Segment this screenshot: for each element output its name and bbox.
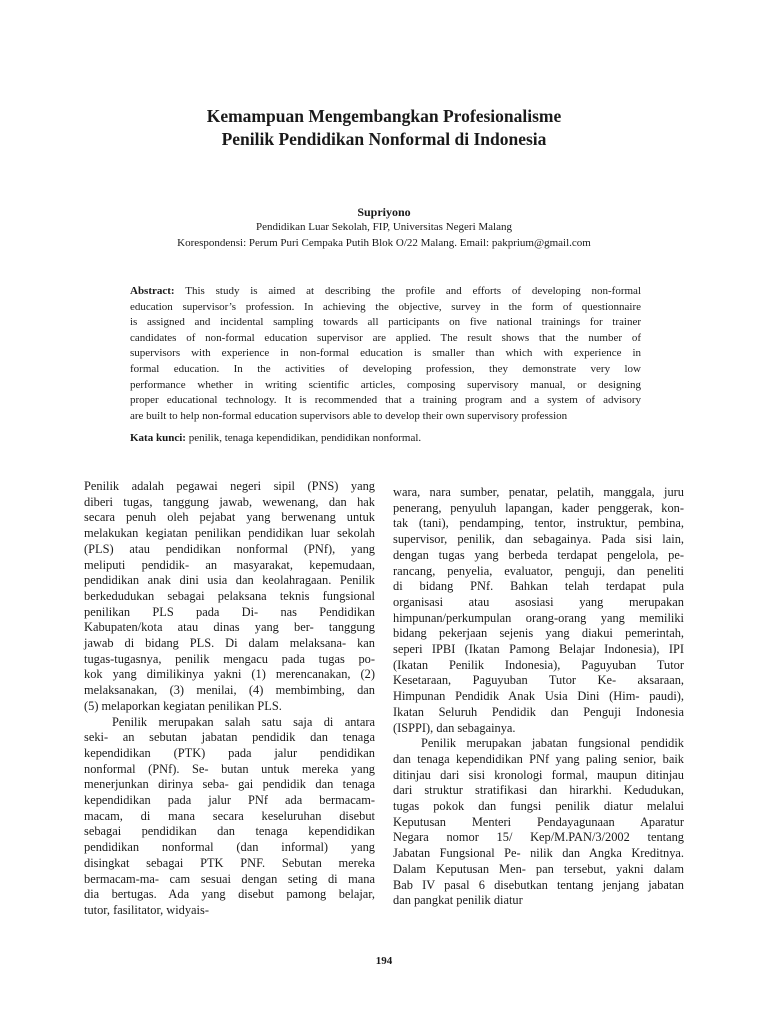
- body-text-line: supervisor, penilik, dan sebagainya. Pada sisi lain,: [393, 532, 684, 547]
- body-text-line: wara, nara sumber, penatar, pelatih, manggala, juru: [393, 485, 684, 499]
- body-text-line: kependidikan (PTK) pada jalur pendidikan: [84, 745, 375, 760]
- body-text-line: Penilik merupakan salah satu saja di antara: [112, 714, 375, 729]
- correspondence: Korespondensi: Perum Puri Cempaka Putih Blok O/22 Malang. Email: pakprium@gmail.com: [177, 237, 591, 249]
- body-text-line: menerjunkan dirinya seba- gai pendidik dan tenaga: [84, 777, 375, 792]
- keywords-text: penilik, tenaga kependidikan, pendidikan nonformal.: [188, 432, 422, 444]
- body-text-line: dia bertugas. Ada yang disebut pamong belajar,: [84, 887, 375, 902]
- body-text-line: (PLS) atau pendidikan nonformal (PNf), yang: [84, 541, 375, 556]
- body-text-line: rancang, penyelia, evaluator, penguji, dan peneliti: [393, 563, 684, 578]
- body-text-line: bidang pekerjaan sejenis yang diakui pemerintah,: [393, 626, 684, 641]
- body-text-line: nonformal (PNf). Se- butan untuk mereka yang: [84, 761, 375, 776]
- body-text-line: tugas pokok dan fungsi penilik diatur melalui: [393, 799, 684, 813]
- body-text-line: pendidikan nonformal (dan informal) yang: [84, 840, 375, 855]
- body-text-line: secara penuh oleh pejabat yang berwenang untuk: [84, 510, 375, 525]
- body-text-line: Dalam Keputusan Men- pan tersebut, yakni dalam: [393, 861, 684, 876]
- abstract-line: proper educational technology. It is recommended that a training program and a system of advisory: [130, 394, 641, 407]
- keywords-label: Kata kunci:: [130, 432, 186, 444]
- paper-title-line-2: Penilik Pendidikan Nonformal di Indonesia: [221, 129, 547, 149]
- body-text-line: melaksanakan, (3) menilai, (4) membimbing, dan: [84, 683, 375, 698]
- body-text-line: Ikatan Seluruh Pendidik dan Penguji Indonesia: [393, 704, 684, 719]
- body-text-line: penerang, penyuluh lapangan, kader penggerak, kon-: [393, 500, 684, 515]
- body-text-line: melakukan kegiatan penilikan pendidikan luar sekolah: [84, 526, 375, 541]
- abstract-line: performance whether in writing scientific articles, composing supervisory manual, or designing: [130, 378, 641, 391]
- body-text-line: Jabatan Fungsional Pe- nilik dan Angka Kreditnya.: [393, 846, 684, 861]
- body-text-line: seperi IPBI (Ikatan Pamong Belajar Indonesia), IPI: [393, 642, 684, 656]
- abstract-label: Abstract:: [130, 285, 175, 297]
- abstract-line: are built to help non-formal education supervisors able to develop their own supervisory profession: [130, 409, 568, 422]
- body-text-line: Kabupaten/kota atau dinas yang ber- tanggung: [84, 620, 375, 635]
- body-text-line: tutor, fasilitator, widyais-: [84, 902, 209, 917]
- body-text-line: bermacam-ma- cam sesuai dengan seting di mana: [84, 871, 375, 886]
- author-affiliation: Pendidikan Luar Sekolah, FIP, Universitas Negeri Malang: [255, 221, 512, 233]
- body-text-line: disingkat sebagai PTK PNF. Sebutan mereka: [84, 855, 375, 870]
- keywords: [130, 431, 421, 446]
- body-text-line: organisasi atau asosiasi yang merupakan: [393, 594, 684, 609]
- body-text-line: Penilik merupakan jabatan fungsional pendidik: [421, 736, 684, 751]
- abstract-line: formal education. In the activities of developing profession, they demonstrate very low: [130, 363, 641, 375]
- body-text-line: (5) melaporkan kegiatan penilikan PLS.: [84, 698, 282, 713]
- body-text-line: himpunan/perkumpulan orang-orang yang memiliki: [393, 610, 684, 625]
- body-text-line: macam, di mana secara keseluruhan disebut: [84, 808, 375, 823]
- body-text-line: di bidang PNf. Bahkan telah terdapat pula: [393, 579, 684, 594]
- body-text-line: Keputusan Menteri Pendayagunaan Aparatur: [393, 814, 684, 829]
- body-text-line: Negara nomor 15/ Kep/M.PAN/3/2002 tentang: [393, 830, 684, 845]
- body-text-line: Himpunan Pendidik Anak Usia Dini (Him- paudi),: [393, 689, 684, 704]
- body-text-line: dari struktur stratifikasi dan hirarkhi. Kedudukan,: [393, 783, 684, 798]
- body-text-line: tugas-tugasnya, penilik mengacu pada tugas po-: [84, 651, 375, 666]
- body-text-line: diberi tugas, tanggung jawab, wewenang, dan hak: [84, 494, 375, 509]
- body-text-line: dan pangkat penilik diatur: [393, 893, 523, 908]
- body-text-line: meliputi pendidik- an masyarakat, kepemudaan,: [84, 557, 375, 572]
- abstract-line: supervisors with experience in non-formal education is smaller than which with experience in: [130, 347, 641, 360]
- body-text-line: Bab IV pasal 6 disebutkan tentang jenjang jabatan: [393, 877, 684, 892]
- abstract-line: Abstract: This study is aimed at describing the profile and efforts of developing non-formal: [130, 285, 641, 297]
- abstract-line: is assigned and incidental sampling towards all participants on five national trainings for trainer: [130, 316, 641, 329]
- body-text-line: pendidikan anak dini usia dan keolahragaan. Penilik: [84, 573, 375, 588]
- body-text-line: sebagai pendidikan dan tenaga kependidikan: [84, 824, 375, 839]
- paper-title-line-1: Kemampuan Mengembangkan Profesionalisme: [206, 106, 562, 126]
- body-text-line: (ISPPI), dan sebagainya.: [393, 720, 516, 735]
- author-name: Supriyono: [357, 205, 411, 219]
- body-text-line: Kesetaraan, Paguyuban Tutor Ke- aksaraan,: [393, 673, 684, 688]
- body-text-line: dan tenaga kependidikan PNf yang paling senior, baik: [393, 751, 684, 766]
- body-text-line: kok yang dimilikinya yakni (1) merencanakan, (2): [84, 667, 375, 682]
- body-text-line: dengan tugas yang berbeda terdapat pengelola, pe-: [393, 547, 684, 562]
- body-text-line: ditinjau dari sisi kronologi formal, maupun ditinjau: [393, 767, 684, 782]
- abstract-line: candidates of non-formal education supervisor are applied. The result shows that the number of: [130, 331, 641, 344]
- body-text-line: Penilik adalah pegawai negeri sipil (PNS) yang: [84, 479, 375, 493]
- body-text-line: kependidikan pada jalur PNf ada bermacam-: [84, 793, 375, 807]
- page-number: 194: [375, 955, 393, 967]
- body-text-line: (Ikatan Penilik Indonesia), Paguyuban Tutor: [393, 657, 684, 672]
- body-text-line: tak (tani), pendamping, tentor, instruktur, pembina,: [393, 516, 684, 531]
- body-text-line: seki- an sebutan jabatan pendidik dan tenaga: [84, 730, 375, 745]
- body-text-line: berkedudukan sebagai pelaksana teknis fungsional: [84, 588, 375, 603]
- body-text-line: penilikan PLS pada Di- nas Pendidikan: [84, 604, 375, 619]
- abstract-line: education supervisor’s profession. In achieving the objective, survey in the form of questionnaire: [130, 300, 641, 313]
- body-text-line: jawab di bidang PLS. Di dalam melaksana- kan: [84, 636, 375, 650]
